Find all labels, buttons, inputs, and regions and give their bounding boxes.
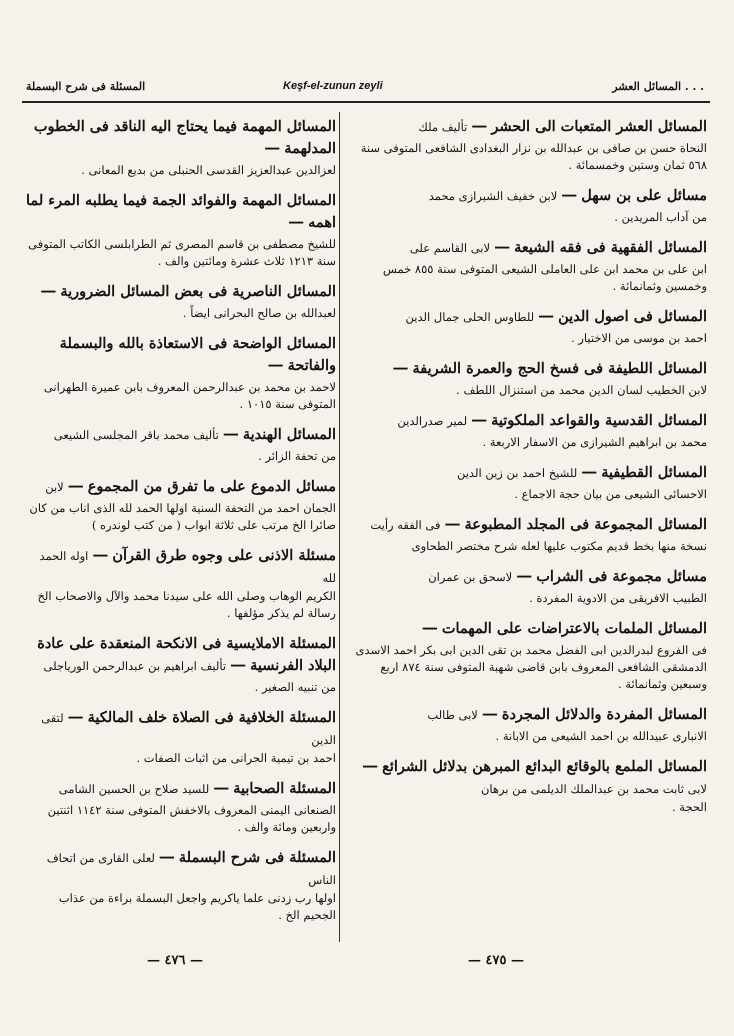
entry-body: لعبدالله بن صالح البحرانى ايضاً . (182, 306, 336, 320)
entry-title: المسائل المفردة والدلائل المجردة (501, 706, 707, 723)
entry-body: الانبارى عبيدالله بن احمد الشيعى من الابانة . (495, 729, 707, 743)
bibliography-entry (26, 545, 336, 622)
entry-title: مسائل مجموعة فى الشراب (536, 568, 707, 585)
bibliography-entry (347, 704, 707, 745)
entry-heading-line (26, 424, 336, 446)
entry-body: لعزالدين عبدالعزيز القدسى الحنبلى من بديع المعانى . (81, 163, 336, 177)
entry-title: المسئلة فى شرح البسملة (178, 849, 336, 866)
left-column (26, 116, 336, 935)
entry-author-lead: للشيخ احمد بن زين الدين (456, 466, 578, 480)
entry-title: المسائل العشر المتعبات الى الحشر (491, 118, 707, 135)
entry-title: المسائل الناصرية فى بعض المسائل الضرورية (60, 283, 336, 300)
bibliography-entry (347, 306, 707, 347)
entry-heading-line (347, 306, 707, 328)
entry-author-lead: للسيد صلاح بن الحسين الشامى (58, 782, 210, 796)
header-rule (22, 101, 710, 103)
entry-body: لاحمد بن محمد بن عبدالرحمن المعروف بابن عميرة الطهرانى المتوفى سنة ١٠١٥ . (43, 380, 336, 411)
entry-body: الصنعانى اليمنى المعروف بالاخفش المتوفى سنة ١١٤٢ اثنتين واربعين ومائة والف . (47, 803, 336, 834)
bibliography-entry (26, 333, 336, 413)
entry-title: المسئلة الصحابية (233, 780, 336, 797)
entry-heading-line (347, 410, 707, 432)
entry-body: محمد بن ابراهيم الشيرازى من الاسفار الاربعة . (482, 435, 707, 449)
entry-author-lead: تأليف ملك (418, 120, 468, 134)
bibliography-entry (26, 424, 336, 465)
entry-heading-line (26, 190, 336, 234)
entry-title: المسئلة الاملايسية فى الانكحة المنعقدة على عادة البلاد الفرنسية (37, 635, 336, 674)
page-number-right: — ٤٧٥ — (468, 953, 525, 968)
running-head-center: Keşf-el-zunun zeyli (283, 80, 383, 92)
entry-heading-line (347, 358, 707, 380)
bibliography-entry (26, 633, 336, 696)
bibliography-entry (26, 116, 336, 179)
entry-body: الطبيب الافريقى من الادوية المفردة . (529, 591, 707, 605)
bibliography-entry (26, 778, 336, 836)
entry-dash: — (392, 358, 409, 377)
entry-title: المسائل المهمة والفوائد الجمة فيما يطلبه المرء لما اهمه (26, 192, 336, 231)
entry-heading-line (26, 707, 336, 748)
entry-author-lead: لابى ثابت محمد بن عبدالملك الديلمى من برهان (480, 782, 707, 796)
entry-author-lead: لابن (45, 480, 64, 494)
entry-title: المسائل القدسية والقواعد الملكوتية (491, 412, 707, 429)
entry-title: مسائل على بن سهل (581, 187, 707, 204)
entry-body: الحجة . (671, 800, 707, 814)
entry-title: المسائل الواضحة فى الاستعاذة بالله والبسملة والفاتحة (59, 335, 336, 374)
entry-body: للشيخ مصطفى بن قاسم المصرى ثم الطرابلسى الكاتب المتوفى سنة ١٢١٣ ثلاث عشرة ومائتين والف . (28, 237, 336, 268)
right-column (347, 116, 707, 827)
entry-heading-line (26, 476, 336, 498)
entry-body: من تحفة الزائر . (258, 449, 336, 463)
bibliography-entry (347, 358, 707, 399)
entry-body: الجمان احمد من التحفة السنية اولها الحمد لله الذى اناب من كان صائرا الخ مرتب على ثلاثة ابواب ( من كتب لوندره ) (29, 501, 336, 532)
entry-dash: — (40, 281, 57, 300)
entry-body: ابن على بن محمد ابن على العاملى الشيعى المتوفى سنة ٨٥٥ خمس وخمسين وثمانمائة . (382, 262, 707, 293)
entry-author-lead: لابى القاسم على (409, 241, 491, 255)
entry-author-lead: تأليف ابراهيم بن عبدالرحمن الورياجلى (43, 659, 227, 673)
entry-body: احمد بن تيمية الحرانى من اثبات الصفات . (136, 751, 336, 765)
entry-heading-line (26, 545, 336, 586)
entry-author-lead: تأليف محمد باقر المجلسى الشيعى (53, 428, 219, 442)
entry-title: المسئلة الخلافية فى الصلاة خلف المالكية (87, 709, 336, 726)
entry-title: المسائل فى اصول الدين (558, 308, 707, 325)
column-divider (339, 112, 340, 942)
entry-dash: — (267, 355, 284, 374)
entry-dash: — (288, 212, 305, 231)
entry-heading-line (347, 704, 707, 726)
bibliography-entry (26, 190, 336, 270)
entry-body: اولها رب زدنى علما ياكريم واجعل البسملة براءة من عذاب الجحيم الخ . (58, 891, 336, 922)
entry-heading-line (26, 116, 336, 160)
entry-dash: — (481, 704, 498, 723)
entry-heading-line (347, 756, 707, 797)
entry-dash: — (421, 618, 438, 637)
entry-heading-line (347, 566, 707, 588)
entry-title: مسائل الدموع على ما تفرق من المجموع (87, 478, 336, 495)
entry-body: فى الفروع لبدرالدين ابى الفضل محمد بن تقى الدين ابى بكر احمد الاسدى الدمشقى الشافعى المعروف بابن قاضى شهبة المتوفى سنة ٨٧٤ اربع وسبعين وثمانمائة . (355, 643, 707, 691)
bibliography-entry (347, 618, 707, 693)
running-head-right: المسائل العشر . . . (612, 80, 704, 93)
entry-dash: — (67, 707, 84, 726)
entry-dash: — (362, 756, 379, 775)
entry-author-lead: لمير صدرالدين (397, 414, 468, 428)
entry-author-lead: فى الفقه رأيت (370, 518, 441, 532)
entry-title: مسئلة الاذنى على وجوه طرق القرآن (112, 547, 336, 564)
bibliography-entry (347, 514, 707, 555)
entry-body: الكريم الوهاب وصلى الله على سيدنا محمد والآل والاصحاب الخ رسالة لم يذكر مؤلفها . (37, 589, 336, 620)
entry-title: المسائل القطيفية (601, 464, 707, 481)
entry-dash: — (92, 545, 109, 564)
entry-body: النحاة حسن بن صافى بن عبدالله بن نزار البغدادى الشافعى المتوفى سنة ٥٦٨ ثمان وستين وخمسمائة . (360, 141, 707, 172)
entry-title: المسائل الملمات بالاعتراضات على المهمات (441, 620, 707, 637)
entry-body: لابن الخطيب لسان الدين محمد من استنزال اللطف . (456, 383, 707, 397)
bibliography-entry (26, 476, 336, 534)
entry-author-lead: لتقى الدين (41, 711, 336, 747)
entry-heading-line (26, 333, 336, 377)
entry-heading-line (347, 116, 707, 138)
entry-title: المسائل الملمع بالوقائع البدائع المبرهن بدلائل الشرائع (382, 758, 707, 775)
entry-heading-line (26, 847, 336, 888)
entry-heading-line (347, 618, 707, 640)
entry-author-lead: لعلى القارى من اتحاف الناس (46, 851, 336, 887)
entry-author-lead: اوله الحمد لله (39, 549, 336, 585)
entry-author-lead: لابن خفيف الشيرازى محمد (428, 189, 558, 203)
entry-dash: — (213, 778, 230, 797)
entry-heading-line (347, 462, 707, 484)
entry-body: الاحسائى الشيعى من بيان حجة الاجماع . (514, 487, 707, 501)
entry-heading-line (347, 185, 707, 207)
entry-dash: — (158, 847, 175, 866)
bibliography-entry (347, 410, 707, 451)
entry-dash: — (230, 655, 247, 674)
entry-dash: — (471, 410, 488, 429)
entry-author-lead: للطاوس الحلى جمال الدين (405, 310, 535, 324)
bibliography-entry (26, 847, 336, 924)
entry-heading-line (347, 237, 707, 259)
entry-dash: — (538, 306, 555, 325)
entry-author-lead: لابى طالب (427, 708, 478, 722)
entry-dash: — (581, 462, 598, 481)
entry-dash: — (264, 138, 281, 157)
entry-heading-line (26, 633, 336, 677)
entry-title: المسائل المجموعة فى المجلد المطبوعة (464, 516, 707, 533)
running-head-left: المسئلة فى شرح البسملة (26, 80, 146, 93)
entry-body: احمد بن موسى من الاختيار . (571, 331, 707, 345)
entry-body: من تنبيه الصغير . (254, 680, 336, 694)
entry-dash: — (516, 566, 533, 585)
bibliography-entry (347, 185, 707, 226)
entry-dash: — (561, 185, 578, 204)
bibliography-entry (347, 237, 707, 295)
entry-dash: — (444, 514, 461, 533)
entry-dash: — (222, 424, 239, 443)
bibliography-entry (26, 707, 336, 767)
entry-dash: — (471, 116, 488, 135)
entry-heading-line (26, 778, 336, 800)
entry-heading-line (26, 281, 336, 303)
bibliography-entry (26, 281, 336, 322)
bibliography-entry (347, 566, 707, 607)
entry-body: نسخة منها بخط قديم مكتوب عليها لعله شرح مختصر الطحاوى (411, 539, 707, 553)
page-number-left: — ٤٧٦ — (147, 953, 204, 968)
entry-title: المسائل المهمة فيما يحتاج اليه الناقد فى الخطوب المدلهمة (33, 118, 336, 157)
entry-title: المسائل الفقهية فى فقه الشيعة (514, 239, 707, 256)
bibliography-entry (347, 462, 707, 503)
entry-author-lead: لاسحق بن عمران (428, 570, 513, 584)
entry-title: المسائل الهندية (242, 426, 336, 443)
entry-title: المسائل اللطيفة فى فسخ الحج والعمرة الشريفة (412, 360, 707, 377)
entry-dash: — (67, 476, 84, 495)
entry-body: من آداب المريدين . (614, 210, 707, 224)
bibliography-entry (347, 116, 707, 174)
entry-dash: — (494, 237, 511, 256)
entry-heading-line (347, 514, 707, 536)
bibliography-entry (347, 756, 707, 816)
